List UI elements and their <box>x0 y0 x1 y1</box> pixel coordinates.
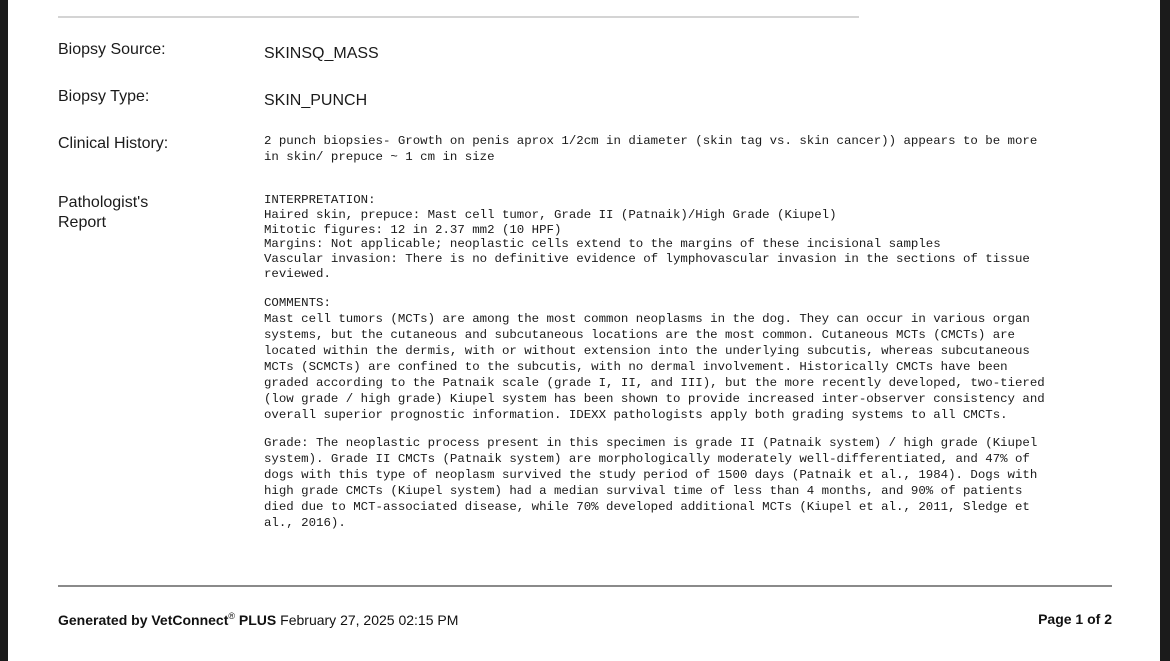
generated-by-prefix: Generated by VetConnect <box>58 612 229 628</box>
interpretation-block <box>264 193 1124 282</box>
pathologist-report-label-line1: Pathologist's <box>58 194 149 211</box>
biopsy-type-label: Biopsy Type: <box>58 88 150 105</box>
grade-block <box>264 435 1124 531</box>
comments-line: overall superior prognostic information. IDEXX pathologists apply both grading systems to all CMCTs. <box>264 408 1008 422</box>
interpretation-line: reviewed. <box>264 266 331 281</box>
grade-line: dogs with this type of neoplasm survived the study period of 1500 days (Patnaik et al., 1984). Dogs with <box>264 468 1038 482</box>
grade-line: system). Grade II CMCTs (Patnaik system) are morphologically moderately well-differentiated, and 47% of <box>264 452 1030 466</box>
comments-line: systems, but the cutaneous and subcutaneous locations are the most common. Cutaneous MCTs (CMCTs) are <box>264 328 1015 342</box>
clinical-history-text <box>264 133 1124 165</box>
interpretation-line: Vascular invasion: There is no definitive evidence of lymphovascular invasion in the sections of tissue <box>264 252 1030 267</box>
page-number <box>1038 611 1112 627</box>
generated-by <box>58 611 458 628</box>
comments-line: located within the dermis, with or without extension into the underlying subcutis, whereas subcutaneous <box>264 344 1030 358</box>
comments-line: Mast cell tumors (MCTs) are among the most common neoplasms in the dog. They can occur in various organ <box>264 312 1030 326</box>
pathologist-report-label <box>58 193 148 233</box>
comments-line: COMMENTS: <box>264 296 331 310</box>
comments-line: MCTs (SCMCTs) are confined to the subcutis, with no dermal involvement. Historically CMCTs have been <box>264 360 1008 374</box>
biopsy-type-value: SKIN_PUNCH <box>264 92 368 109</box>
comments-line: graded according to the Patnaik scale (grade I, II, and III), but the more recently developed, two-tiered <box>264 376 1045 390</box>
interpretation-line: Mitotic figures: 12 in 2.37 mm2 (10 HPF) <box>264 222 562 237</box>
pathologist-report-label-line2: Report <box>58 214 107 231</box>
footer-divider <box>58 585 1112 587</box>
clinical-history-line: in skin/ prepuce ~ 1 cm in size <box>264 150 495 164</box>
grade-line: died due to MCT-associated disease, while 70% developed additional MCTs (Kiupel et al., 2011, Sledge et <box>264 500 1030 514</box>
biopsy-source-label: Biopsy Source: <box>58 41 166 58</box>
comments-block <box>264 295 1124 423</box>
page-number-text: Page 1 of 2 <box>1038 611 1112 627</box>
clinical-history-label: Clinical History: <box>58 135 169 152</box>
grade-line: high grade CMCTs (Kiupel system) had a median survival time of less than 4 months, and 90% of patients <box>264 484 1023 498</box>
comments-line: (low grade / high grade) Kiupel system has been shown to provide increased inter-observer consistency and <box>264 392 1045 406</box>
biopsy-source-value: SKINSQ_MASS <box>264 45 379 62</box>
registered-mark: ® <box>228 611 236 621</box>
plus-label: PLUS <box>238 612 277 628</box>
report-page <box>8 0 1160 661</box>
interpretation-line: Margins: Not applicable; neoplastic cells extend to the margins of these incisional samples <box>264 237 941 252</box>
interpretation-line: INTERPRETATION: <box>264 193 376 207</box>
grade-line: al., 2016). <box>264 516 346 530</box>
clinical-history-line: 2 punch biopsies- Growth on penis aprox 1/2cm in diameter (skin tag vs. skin cancer)) appears to be more <box>264 134 1038 148</box>
top-divider <box>58 16 859 18</box>
interpretation-line: Haired skin, prepuce: Mast cell tumor, Grade II (Patnaik)/High Grade (Kiupel) <box>264 207 837 222</box>
grade-line: Grade: The neoplastic process present in this specimen is grade II (Patnaik system) / high grade (Kiupel <box>264 436 1038 450</box>
generated-timestamp: February 27, 2025 02:15 PM <box>280 612 459 628</box>
